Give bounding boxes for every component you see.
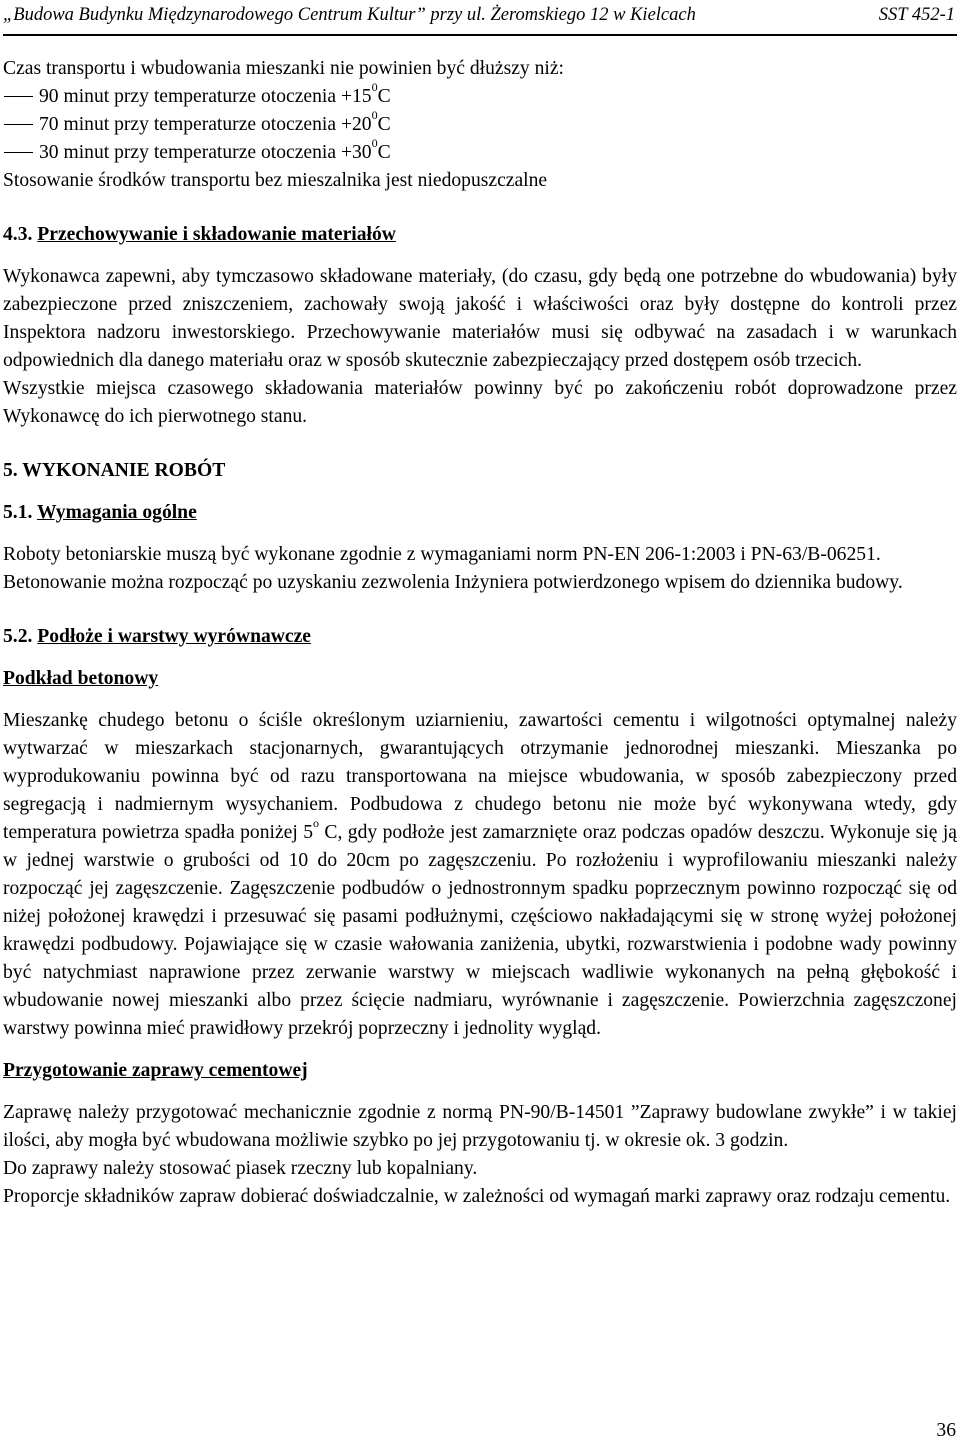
transport-intro: Czas transportu i wbudowania mieszanki nie powinien być dłuższy niż: — [3, 58, 565, 79]
section-heading-5-1: 5.1. Wymagania ogólne — [3, 502, 197, 523]
header-spec-code: SST 452-1 — [878, 5, 955, 25]
paragraph: Zaprawę należy przygotować mechanicznie zgodnie z normą PN-90/B-14501 ”Zaprawy budowlane zwykłe” i w takiej ilości, aby mogła być wbudowana możliwie szybko po jej przygotowaniu tj. w okresie ok. 3 godzin. — [3, 1102, 957, 1151]
paragraph: Wykonawca zapewni, aby tymczasowo składowane materiały, (do czasu, gdy będą one potrzebne do wbudowania) były zabezpieczone przed zniszczeniem, zachowały swoją jakość i właściwości oraz były dostępne do kontroli przez Inspektora nadzoru inwestorskiego. Przechowywanie materiałów musi się odbywać na zasadach i w warunkach odpowiednich dla danego materiału oraz w sposób skutecznie zabezpieczający przed dostępem osób trzecich. — [3, 266, 957, 371]
paragraph: Do zaprawy należy stosować piasek rzeczny lub kopalniany. — [3, 1158, 478, 1179]
dash-bullet — [4, 152, 33, 153]
dash-bullet — [4, 96, 33, 97]
transport-note: Stosowanie środków transportu bez mieszalnika jest niedopuszczalne — [3, 170, 548, 191]
paragraph: Roboty betoniarskie muszą być wykonane zgodnie z wymaganiami norm PN-EN 206-1:2003 i PN-63/B-06251. — [3, 544, 881, 565]
document-body — [3, 55, 957, 1211]
section-heading-5-2: 5.2. Podłoże i warstwy wyrównawcze — [3, 626, 311, 647]
list-item: 70 minut przy temperaturze otoczenia $+20^0C$ — [3, 111, 957, 139]
paragraph: Wszystkie miejsca czasowego składowania materiałów powinny być po zakończeniu robót doprowadzone przez Wykonawcę do ich pierwotnego stanu. — [3, 378, 957, 427]
list-item: 30 minut przy temperaturze otoczenia $+30^0C$ — [3, 139, 957, 167]
section-heading-4-3: 4.3. Przechowywanie i składowanie materiałów — [3, 224, 396, 245]
subheading-zaprawa: Przygotowanie zaprawy cementowej — [3, 1060, 308, 1081]
section-heading-5: 5. WYKONANIE ROBÓT — [3, 460, 226, 481]
list-item: 90 minut przy temperaturze otoczenia $+15^0C$ — [3, 83, 957, 111]
dash-bullet — [4, 124, 33, 125]
paragraph: Proporcje składników zapraw dobierać doświadczalnie, w zależności od wymagań marki zaprawy oraz rodzaju cementu. — [3, 1186, 951, 1207]
paragraph: Mieszankę chudego betonu o ściśle określonym uziarnieniu, zawartości cementu i wilgotności optymalnej należy wytwarzać w mieszarkach stacjonarnych, gwarantujących otrzymanie jednorodnej mieszanki. Mieszanka po wyprodukowaniu powinna być od razu transportowana na miejsce wbudowania, w sposób zabezpieczony przed segregacją i nadmiernym wysychaniem. Podbudowa z chudego betonu nie może być wykonywana wtedy, gdy temperatura powietrza spadła poniżej 5$^o$ C, gdy podłoże jest zamarznięte oraz podczas opadów deszczu. Wykonuje się ją w jednej warstwie o grubości od 10 do 20cm po zagęszczeniu. Po rozłożeniu i wyprofilowaniu mieszanki należy rozpocząć jej zagęszczenie. Zagęszczenie podbudów o jednostronnym spadku poprzecznym powinno rozpocząć się od niżej położonej krawędzi i przesuwać się pasami podłużnymi, częściowo nakładającymi się w stronę wyżej położonej krawędzi podbudowy. Pojawiające się w czasie wałowania zaniżenia, ubytki, rozwarstwienia i podobne wady powinny być natychmiast naprawione przez zerwanie warstwy w miejscach wadliwie wykonanych na pełną głębokość i wbudowanie nowej mieszanki albo przez ścięcie nadmiaru, wyrównanie i zagęszczenie. Powierzchnia zagęszczonej warstwy powinna mieć prawidłowy przekrój poprzeczny i jednolity wygląd. — [3, 710, 957, 1039]
paragraph: Betonowanie można rozpocząć po uzyskaniu zezwolenia Inżyniera potwierdzonego wpisem do dziennika budowy. — [3, 572, 903, 593]
header-project-title: „Budowa Budynku Międzynarodowego Centrum Kultur” przy ul. Żeromskiego 12 w Kielcach — [3, 5, 696, 25]
page-number: 36 — [936, 1420, 956, 1441]
subheading-podklad: Podkład betonowy — [3, 668, 159, 689]
page-header — [3, 0, 957, 36]
